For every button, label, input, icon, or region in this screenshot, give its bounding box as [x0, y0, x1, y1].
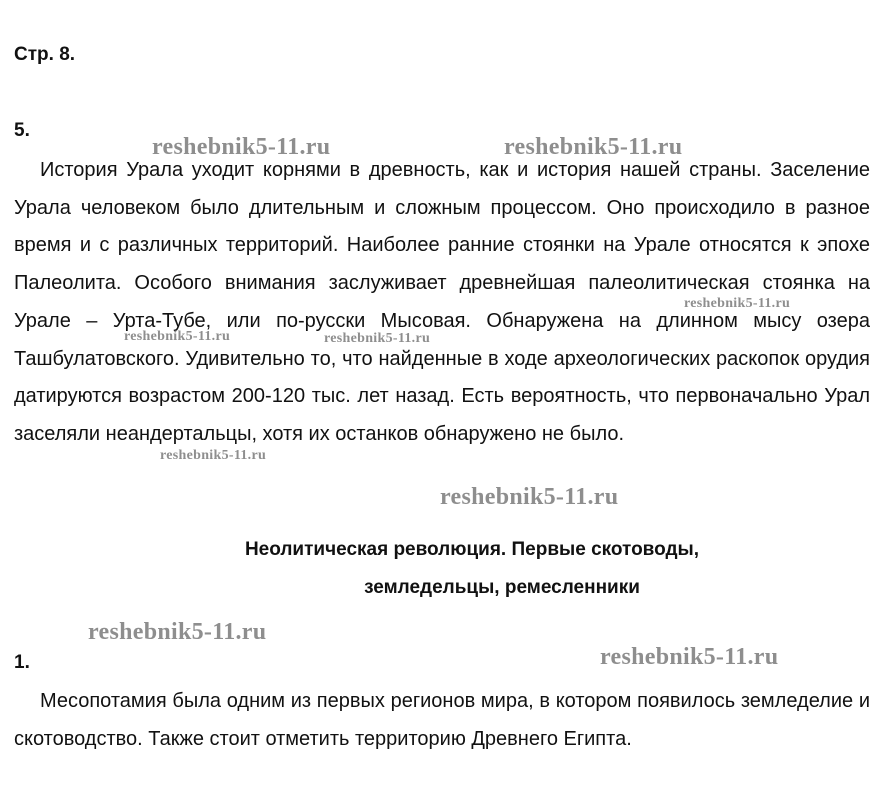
task-number-5: 5. — [14, 120, 30, 141]
watermark: reshebnik5-11.ru — [160, 448, 267, 463]
watermark: reshebnik5-11.ru — [88, 619, 267, 645]
watermark: reshebnik5-11.ru — [504, 134, 683, 160]
watermark: reshebnik5-11.ru — [684, 296, 791, 311]
section-heading-line-2: земледельцы, ремесленники — [364, 577, 640, 598]
watermark: reshebnik5-11.ru — [324, 331, 431, 346]
page-label: Стр. 8. — [14, 44, 76, 65]
watermark: reshebnik5-11.ru — [152, 134, 331, 160]
watermark: reshebnik5-11.ru — [440, 484, 619, 510]
watermark: reshebnik5-11.ru — [124, 329, 231, 344]
paragraph-ural-history: История Урала уходит корнями в древность, как и история нашей страны. Заселение Урала человеком было длительным и сложным процессом. Оно происходило в разное время и с различных территорий. Наиболее ранние стоянки на Урале относятся к эпохе Палеолита. Особого внимания заслуживает древнейшая палеолитическая стоянка на Урале – Урта-Тубе, или по-русски Мысовая. Обнаружена на длинном мысу озера Ташбулатовского. Удивительно то, что найденные в ходе археологических раскопок орудия датируются возрастом 200-120 тыс. лет назад. Есть вероятность, что первоначально Урал заселяли неандертальцы, хотя их останков обнаружено не было. — [14, 159, 870, 445]
task-number-1: 1. — [14, 652, 30, 673]
paragraph-mesopotamia: Месопотамия была одним из первых регионов мира, в котором появилось земледелие и скотоводство. Также стоит отметить территорию Древнего Египта. — [14, 690, 870, 750]
watermark: reshebnik5-11.ru — [600, 644, 779, 670]
section-heading-line-1: Неолитическая революция. Первые скотоводы, — [244, 539, 700, 560]
